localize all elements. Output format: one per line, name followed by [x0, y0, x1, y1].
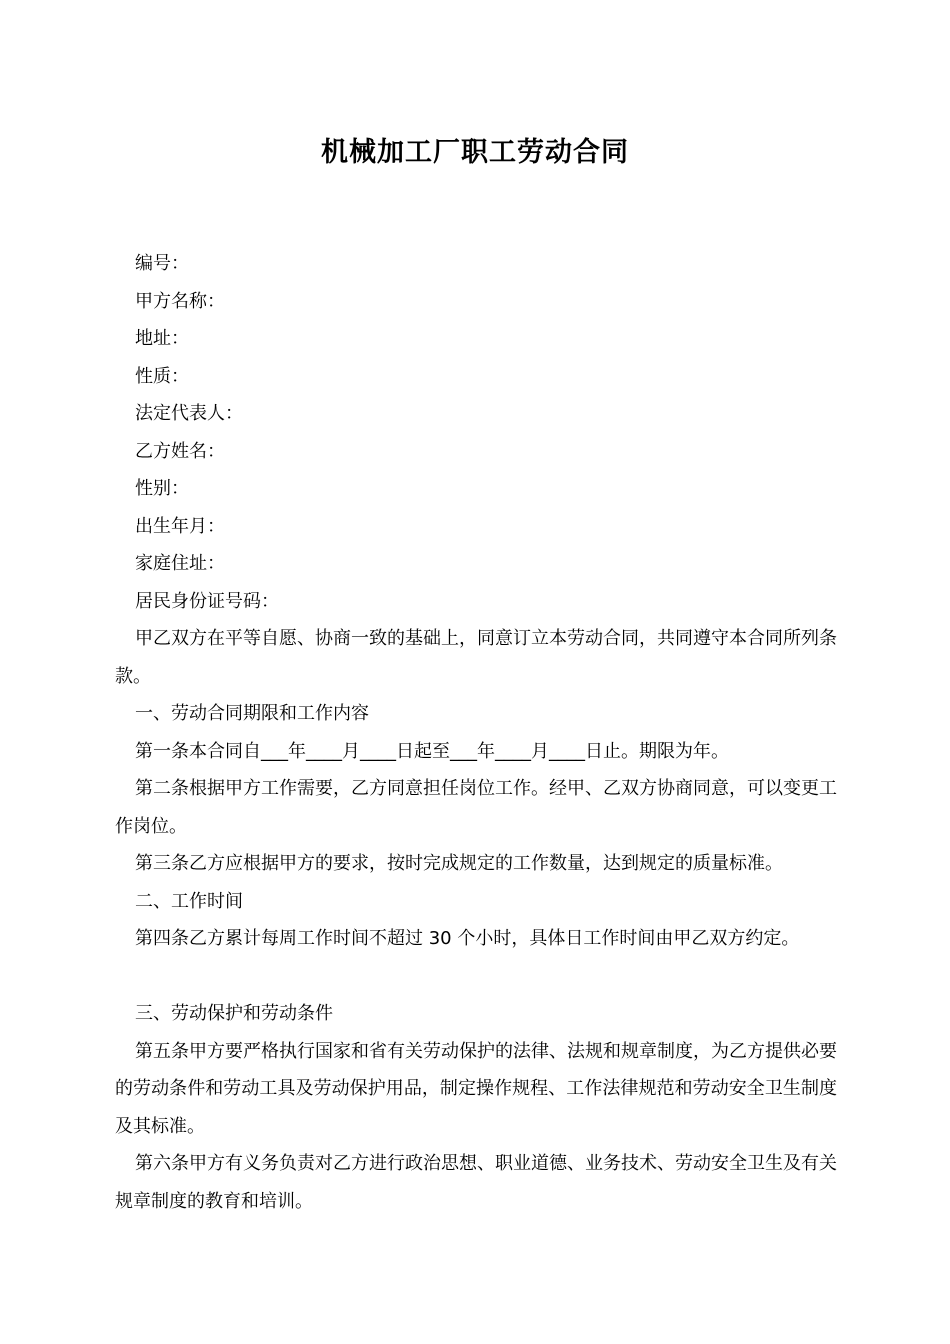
section-heading-1: 一、劳动合同期限和工作内容: [135, 703, 369, 724]
article-5: 第五条甲方要严格执行国家和省有关劳动保护的法律、法规和规章制度，为乙方提供必要的劳动条件和劳动工具及劳动保护用品，制定操作规程、工作法律规范和劳动安全卫生制度及其标准。: [115, 1040, 837, 1137]
field-nature: 性质：: [135, 365, 189, 387]
field-address: 地址：: [135, 328, 189, 349]
intro-paragraph: 甲乙双方在平等自愿、协商一致的基础上，同意订立本劳动合同，共同遵守本合同所列条款。: [115, 628, 837, 687]
blank-line: [115, 958, 837, 996]
field-home-address: 家庭住址：: [135, 553, 225, 574]
field-party-b-name: 乙方姓名：: [135, 440, 225, 462]
field-birth-date: 出生年月：: [135, 515, 225, 537]
field-id-number: 居民身份证号码：: [135, 590, 279, 612]
section-heading-3: 三、劳动保护和劳动条件: [135, 1003, 333, 1024]
article-3: 第三条乙方应根据甲方的要求，按时完成规定的工作数量，达到规定的质量标准。: [135, 853, 783, 874]
field-legal-representative: 法定代表人：: [135, 403, 243, 424]
document-title: 机械加工厂职工劳动合同: [321, 137, 629, 168]
field-number: 编号：: [135, 253, 189, 274]
article-2: 第二条根据甲方工作需要，乙方同意担任岗位工作。经甲、乙双方协商同意，可以变更工作岗位。: [115, 778, 837, 837]
document-body: [115, 245, 837, 1220]
article-4: 第四条乙方累计每周工作时间不超过 30 个小时，具体日工作时间由甲乙双方约定。: [135, 928, 800, 949]
section-heading-2: 二、工作时间: [135, 890, 243, 912]
article-6: 第六条甲方有义务负责对乙方进行政治思想、职业道德、业务技术、劳动安全卫生及有关规章制度的教育和培训。: [115, 1153, 837, 1212]
article-1: 第一条本合同自___年____月____日起至___年____月____日止。期限为年。: [135, 740, 729, 762]
field-party-a-name: 甲方名称：: [135, 290, 225, 312]
field-gender: 性别：: [135, 478, 189, 499]
